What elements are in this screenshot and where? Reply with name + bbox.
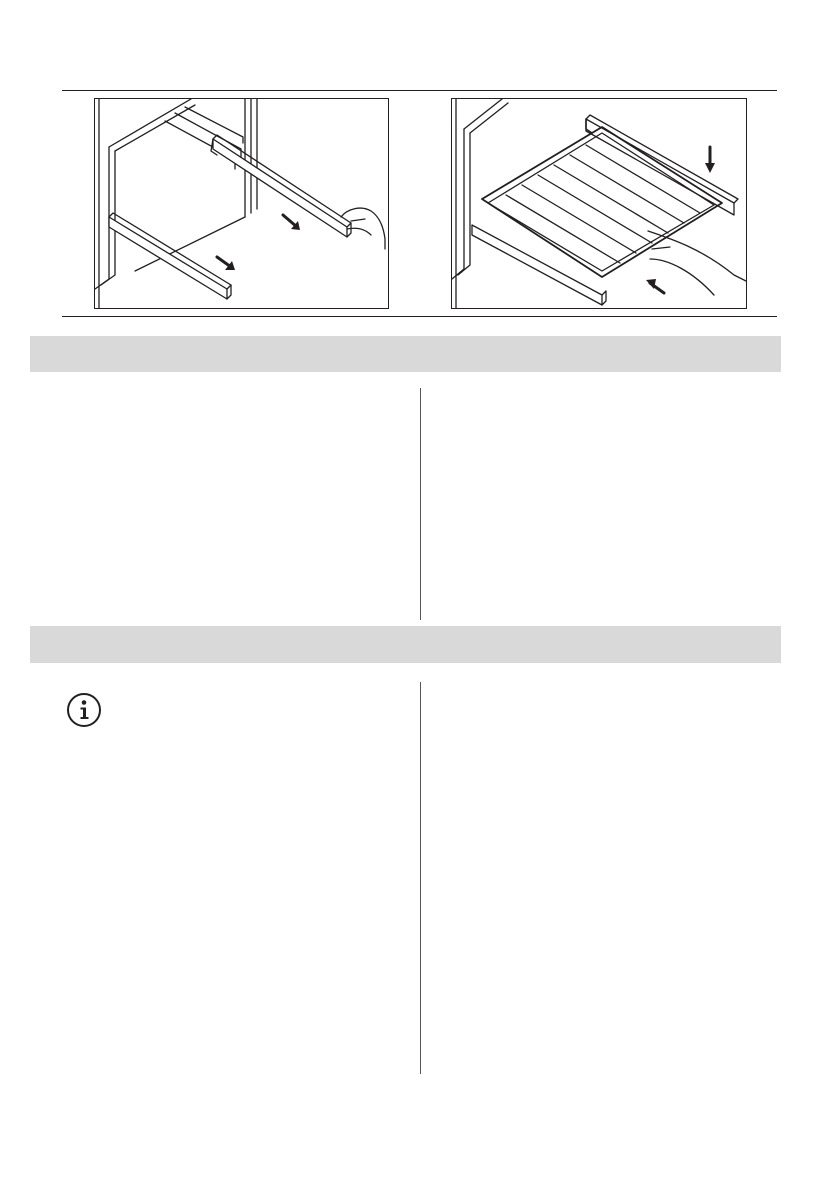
column-divider bbox=[420, 388, 421, 620]
column-divider bbox=[420, 682, 421, 1074]
rail-removal-illustration bbox=[94, 98, 389, 309]
section-heading-bar bbox=[30, 626, 781, 663]
top-rule bbox=[62, 90, 777, 91]
shelf-insertion-illustration bbox=[451, 98, 747, 309]
info-icon bbox=[66, 692, 102, 728]
section-heading-bar bbox=[30, 336, 781, 372]
bottom-rule bbox=[62, 316, 777, 317]
